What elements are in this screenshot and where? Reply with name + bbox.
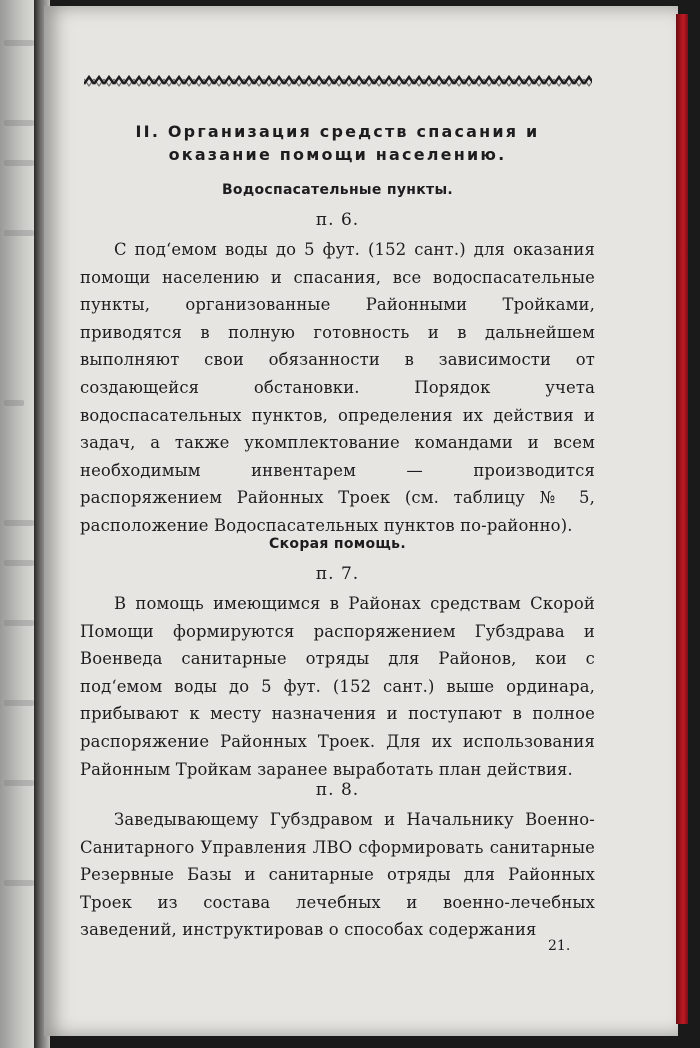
point-number-8: п. 8.	[315, 780, 360, 800]
paragraph-point-6	[80, 236, 595, 540]
paragraph-point-7	[80, 590, 595, 783]
point-number-7: п. 7.	[315, 564, 360, 584]
decorative-ornament-border	[84, 74, 592, 88]
paragraph-point-8	[80, 806, 595, 944]
paragraph-text: В помощь имеющимся в Районах средствам Скорой Помощи формируются распоряжением Губздрава и Военведа санитарные отряды для Районов, кои с под‘емом воды до 5 фут. (152 сант.) выше ординара, прибывают к месту назначения и поступают в полное распоряжение Районных Троек. Для их использования Районным Тройкам заранее выработать план действия.	[80, 594, 595, 779]
paragraph-text: С под‘емом воды до 5 фут. (152 сант.) для оказания помощи населению и спасания, все водоспасательные пункты, организованные Районными Тройками, приводятся в полную готовность и в дальнейшем выполняют свои обязанности в зависимости от создающейся обстановки. Порядок учета водоспасательных пунктов, определения их действия и задач, а также укомплектование командами и всем необходимым инвентарем — производится распоряжением Районных Троек (см. таблицу № 5, расположение Водоспасательных пунктов по-районно).	[80, 240, 595, 535]
section-heading: II. Организация средств спасания и оказание помощи населению.	[135, 122, 540, 164]
subsection-title-water-rescue: Водоспасательные пункты.	[221, 182, 454, 198]
page-number: 21.	[548, 938, 571, 954]
point-number-6: п. 6.	[315, 210, 360, 230]
paragraph-text: Заведывающему Губздравом и Начальнику Военно-Санитарного Управления ЛВО сформировать санитарные Резервные Базы и санитарные отряды для Районных Троек из состава лечебных и военно-лечебных заведений, инструктировав о способах содержания	[80, 810, 595, 940]
book-cover-edge	[676, 14, 688, 1024]
subsection-title-first-aid: Скорая помощь.	[269, 536, 406, 552]
